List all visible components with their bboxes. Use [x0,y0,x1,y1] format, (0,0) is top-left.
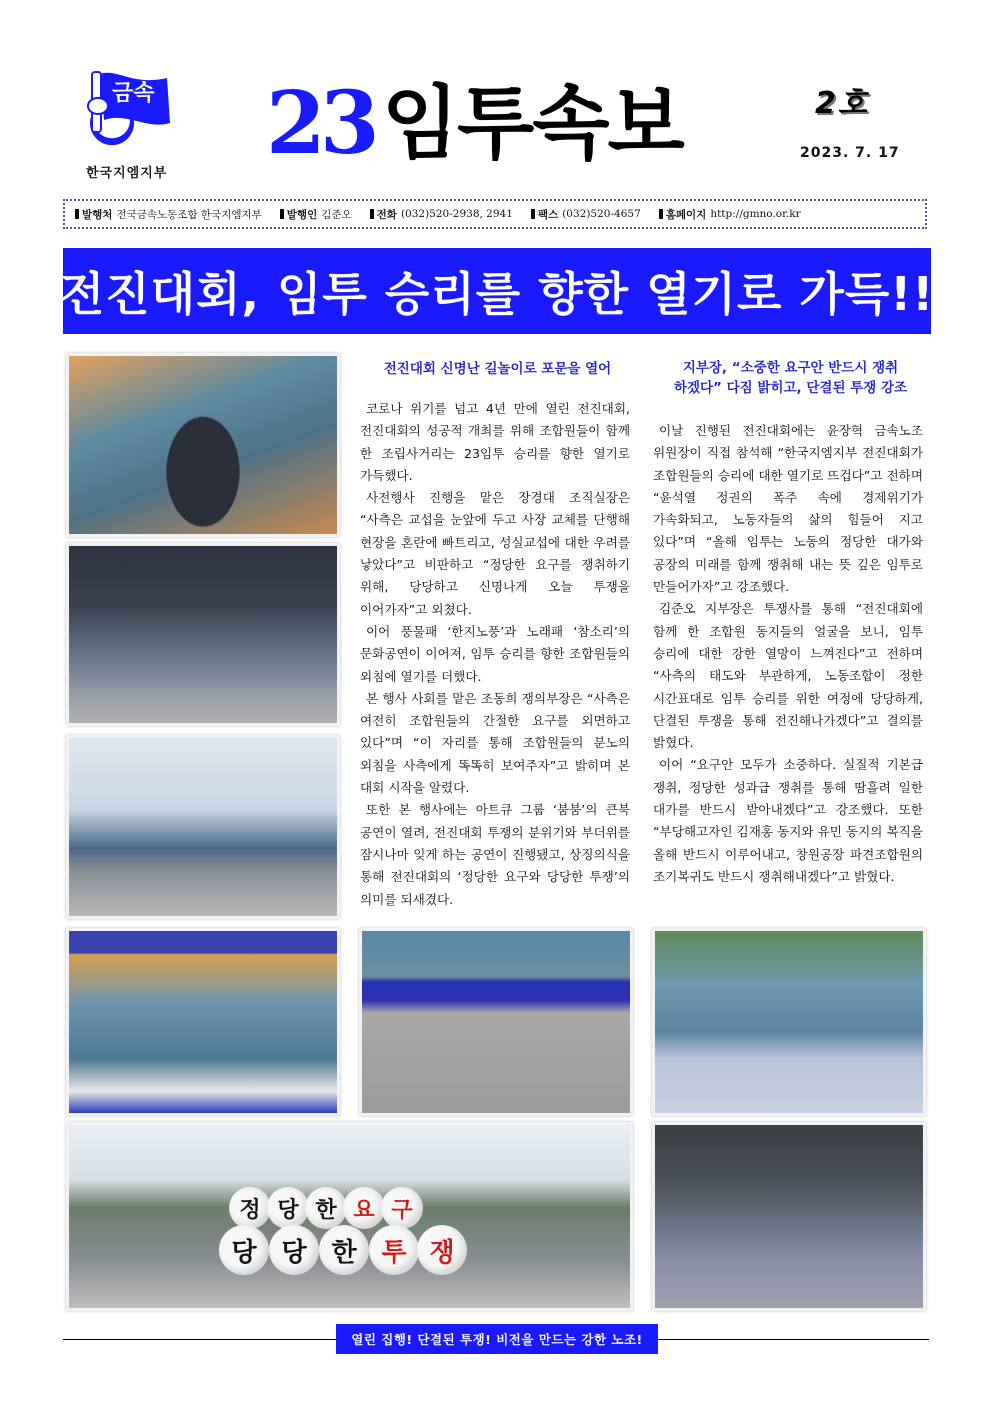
paragraph: 본 행사 사회를 맡은 조동희 쟁의부장은 “사측은 여전히 조합원들의 간절한 요구를 외면하고 있다”며 “이 자리를 통해 조합원들의 분노의 외침을 사측에게 똑똑히 보여주자”고 밝히며 본 대회 시작을 알렸다. [360,690,630,796]
publisher-value: 전국금속노동조합 한국지엠지부 [116,208,262,221]
publication-info-bar [63,199,927,229]
masthead-title: 임투속보 [381,77,683,170]
article-right-body [653,420,923,888]
union-logo [82,68,174,146]
photo-crowd-rally [66,543,340,726]
issuer-label: 발행인 [286,208,318,221]
bullet-square-icon [370,209,374,219]
subhead-line: 하겠다” 다짐 밝히고, 단결된 투쟁 강조 [673,380,908,396]
balloon: 한 [319,1225,369,1275]
paragraph: 코로나 위기를 넘고 4년 만에 열린 전진대회, 전진대회의 성공적 개최를 위해 조합원들이 함께 한 조립사거리는 23임투 승리를 향한 열기로 가득했다. [360,401,630,483]
branch-name: 한국지엠지부 [86,166,168,181]
issuer-value: 김준오 [321,208,352,221]
balloon: 투 [369,1225,419,1275]
article-right-subhead [648,358,933,398]
balloon: 당 [269,1225,319,1275]
fax-value: (032)520-4657 [562,208,641,220]
balloon: 쟁 [417,1225,467,1275]
photo-speaker-at-mural [66,353,340,537]
bullet-square-icon [75,209,79,219]
main-headline: 전진대회, 임투 승리를 향한 열기로 가득!! [63,248,931,334]
paragraph: 이어 “요구안 모두가 소중하다. 실질적 기본급 쟁취, 정당한 성과급 쟁취를 통해 땀흘려 일한 대가를 반드시 받아내겠다”고 강조했다. 또한 “부당해고자인 김재홍 동지와 유민 동지의 복직을 올해 반드시 이루어내고, 창원공장 파견조합원의 조기복귀도 반드시 쟁취해내겠다”고 밝혔다. [653,757,923,884]
photo-pungmul-drummers [359,928,633,1116]
balloon: 당 [267,1187,309,1229]
bullet-square-icon [659,209,663,219]
photo-seated-crowd [652,1122,926,1311]
article-left-body [360,398,630,911]
paragraph: 김준오 지부장은 투쟁사를 통해 “전진대회에 함께 한 조합원 동지들의 얼굴을 보니, 임투 승리에 대한 강한 열망이 느껴진다”고 전하며 “사측의 태도와 부관하게, 노동조합이 정한 시간표대로 임투 승리를 위한 여정에 당당하게, 단결된 투쟁을 통해 전진해나가겠다”고 결의를 밝혔다. [653,601,923,751]
photo-banners-line [66,735,340,919]
footer-slogan: 열린 집행! 단결된 투쟁! 비전을 만드는 강한 노조! [336,1324,658,1354]
balloon: 정 [229,1187,271,1229]
homepage-label: 홈페이지 [665,208,707,221]
bullet-square-icon [531,209,535,219]
phone-label: 전화 [376,208,397,221]
phone-value: (032)520-2938, 2941 [400,208,513,220]
balloon: 한 [305,1187,347,1229]
publisher-label: 발행처 [82,208,113,221]
issue-date: 2023. 7. 17 [800,145,900,161]
logo-text: 금속 [112,81,155,106]
masthead-number: 23 [266,73,374,174]
bullet-square-icon [280,209,284,219]
article-left-subhead: 전진대회 신명난 길놀이로 포문을 열어 [383,361,612,377]
photo-balloon-ceremony [66,1122,633,1311]
homepage-link[interactable]: http://gmno.or.kr [710,208,801,220]
subhead-line: 지부장, “소중한 요구안 반드시 쟁취 [682,360,899,376]
balloon: 당 [219,1225,269,1275]
paragraph: 사전행사 진행을 맡은 장경대 조직실장은 “사측은 교섭을 눈앞에 두고 사장 교체를 단행해 현장을 혼란에 빠트리고, 성실교섭에 대한 우려를 낳았다”고 비판하고 “정당한 요구를 쟁취하기 위해, 당당하고 신명나게 오늘 투쟁을 이어가자”고 외쳤다. [360,490,630,617]
paragraph: 이날 진행된 전진대회에는 윤장혁 금속노조 위원장이 직접 참석해 “한국지엠지부 전진대회가 조합원들의 승리에 대한 열기로 뜨겁다”고 전하며 “윤석열 정권의 폭주 속에 경제위기가 가속화되고, 노동자들의 삶의 힘들어 지고 있다”며 “올해 임투는 노동의 정당한 대가와 공장의 미래를 함께 쟁취해 내는 뜻 깊은 임투로 만들어가자”고 강조했다. [653,423,923,595]
balloon: 요 [343,1187,385,1229]
masthead [266,74,683,174]
fax-label: 팩스 [537,208,559,221]
paragraph: 또한 본 행사에는 아트큐 그룹 ‘붐붐’의 큰북 공연이 열려, 전진대회 투쟁의 분위기와 부더위를 잠시나마 잊게 하는 공연이 진행됐고, 상징의식을 통해 전진대회의 ‘정당한 요구와 당당한 투쟁’의 의미를 되새겼다. [360,802,630,907]
paragraph: 이어 풍물패 ‘한지노풍’과 노래패 ‘참소리’의 문화공연이 이어져, 임투 승리를 향한 조합원들의 외침에 열기를 더했다. [360,623,630,684]
photo-singers-stage [66,928,340,1116]
photo-band-performance [652,928,926,1116]
issue-number: 2호 [815,86,869,121]
balloon: 구 [381,1187,423,1229]
